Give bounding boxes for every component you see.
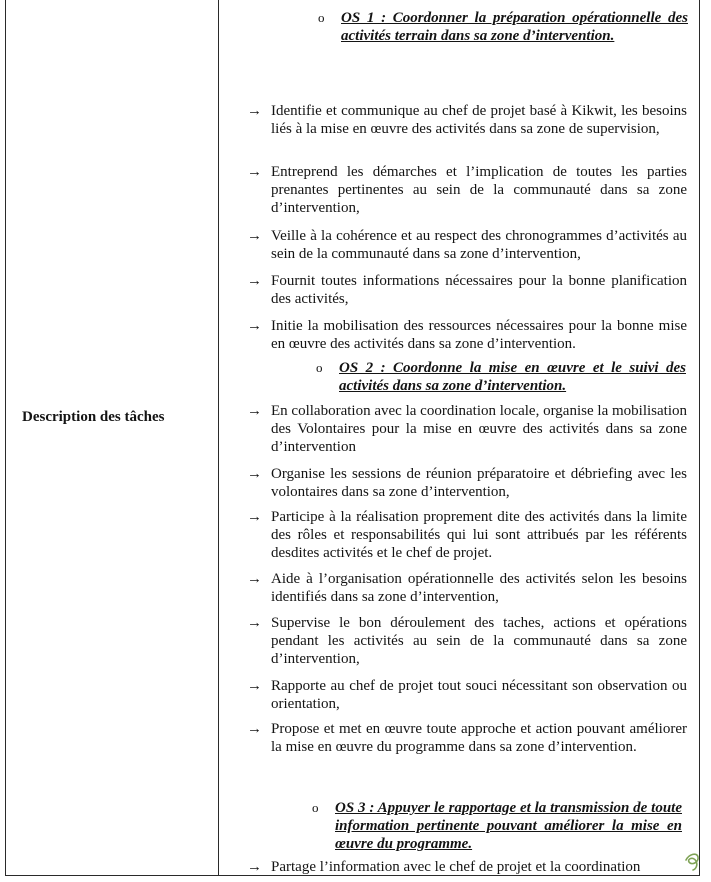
arrow-icon: → — [247, 571, 262, 587]
table-column-divider — [218, 0, 219, 876]
arrow-icon: → — [247, 164, 262, 180]
os-bullet-icon: o — [312, 800, 319, 815]
os-3-label: OS 3 : Appuyer le rapportage et la transmission de toute information pertinente pouvant améliorer la mise en œuvre du programme. — [335, 800, 682, 852]
arrow-icon: → — [247, 721, 262, 737]
task-text: Identifie et communique au chef de projet basé à Kikwit, les besoins liés à la mise en œuvre des activités dans sa zone de supervision, — [271, 103, 687, 137]
task-item — [247, 227, 687, 263]
task-item — [247, 163, 687, 217]
task-text: Initie la mobilisation des ressources nécessaires pour la bonne mise en œuvre des activités dans sa zone d’intervention. — [271, 318, 687, 352]
task-item — [247, 402, 687, 456]
task-text: Entreprend les démarches et l’implication de toutes les parties prenantes pertinentes au sein de la communauté dans sa zone d’intervention, — [271, 164, 687, 216]
task-text: Rapporte au chef de projet tout souci nécessitant son observation ou orientation, — [271, 678, 687, 712]
os-1-heading — [318, 9, 688, 45]
task-text: Propose et met en œuvre toute approche et action pouvant améliorer la mise en œuvre du programme dans sa zone d’intervention. — [271, 721, 687, 755]
os-2-heading — [316, 359, 686, 395]
task-text: Supervise le bon déroulement des taches, actions et opérations pendant les activités au sein de la communauté dans sa zone d’intervention, — [271, 615, 687, 667]
arrow-icon: → — [247, 466, 262, 482]
arrow-icon: → — [247, 509, 262, 525]
task-text: Partage l’information avec le chef de projet et la coordination — [271, 859, 641, 875]
handwritten-check-icon — [683, 848, 703, 872]
task-item — [247, 614, 687, 668]
task-item — [247, 508, 687, 562]
arrow-icon: → — [247, 678, 262, 694]
task-text: Participe à la réalisation proprement dite des activités dans la limite des rôles et responsabilités qui lui sont attribués par les référents desdites activités et le chef de projet. — [271, 509, 687, 561]
os-bullet-icon: o — [318, 10, 325, 25]
task-item — [247, 570, 687, 606]
table-border-left — [5, 0, 6, 876]
task-item — [247, 317, 687, 353]
task-description-label: Description des tâches — [22, 409, 165, 425]
task-text: Fournit toutes informations nécessaires pour la bonne planification des activités, — [271, 273, 687, 307]
os-1-label: OS 1 : Coordonner la préparation opérationnelle des activités terrain dans sa zone d’intervention. — [341, 10, 688, 44]
arrow-icon: → — [247, 228, 262, 244]
os-3-heading — [312, 799, 682, 853]
task-text: Organise les sessions de réunion préparatoire et débriefing avec les volontaires dans sa zone d’intervention, — [271, 466, 687, 500]
arrow-icon: → — [247, 103, 262, 119]
arrow-icon: → — [247, 615, 262, 631]
os-bullet-icon: o — [316, 360, 323, 375]
arrow-icon: → — [247, 403, 262, 419]
arrow-icon: → — [247, 318, 262, 334]
task-item — [247, 720, 687, 756]
task-item — [247, 272, 687, 308]
task-item — [247, 102, 687, 138]
task-item — [247, 465, 687, 501]
task-text: Veille à la cohérence et au respect des chronogrammes d’activités au sein de la communauté dans sa zone d’intervention, — [271, 228, 687, 262]
task-text: En collaboration avec la coordination locale, organise la mobilisation des Volontaires pour la mise en œuvre des activités dans sa zone d’intervention — [271, 403, 687, 455]
arrow-icon: → — [247, 273, 262, 289]
os-2-label: OS 2 : Coordonne la mise en œuvre et le suivi des activités dans sa zone d’intervention. — [339, 360, 686, 394]
arrow-icon: → — [247, 859, 262, 875]
table-border-right — [699, 0, 700, 876]
task-text: Aide à l’organisation opérationnelle des activités selon les besoins identifiés dans sa zone d’intervention, — [271, 571, 687, 605]
task-item — [247, 677, 687, 713]
task-item — [247, 858, 687, 876]
